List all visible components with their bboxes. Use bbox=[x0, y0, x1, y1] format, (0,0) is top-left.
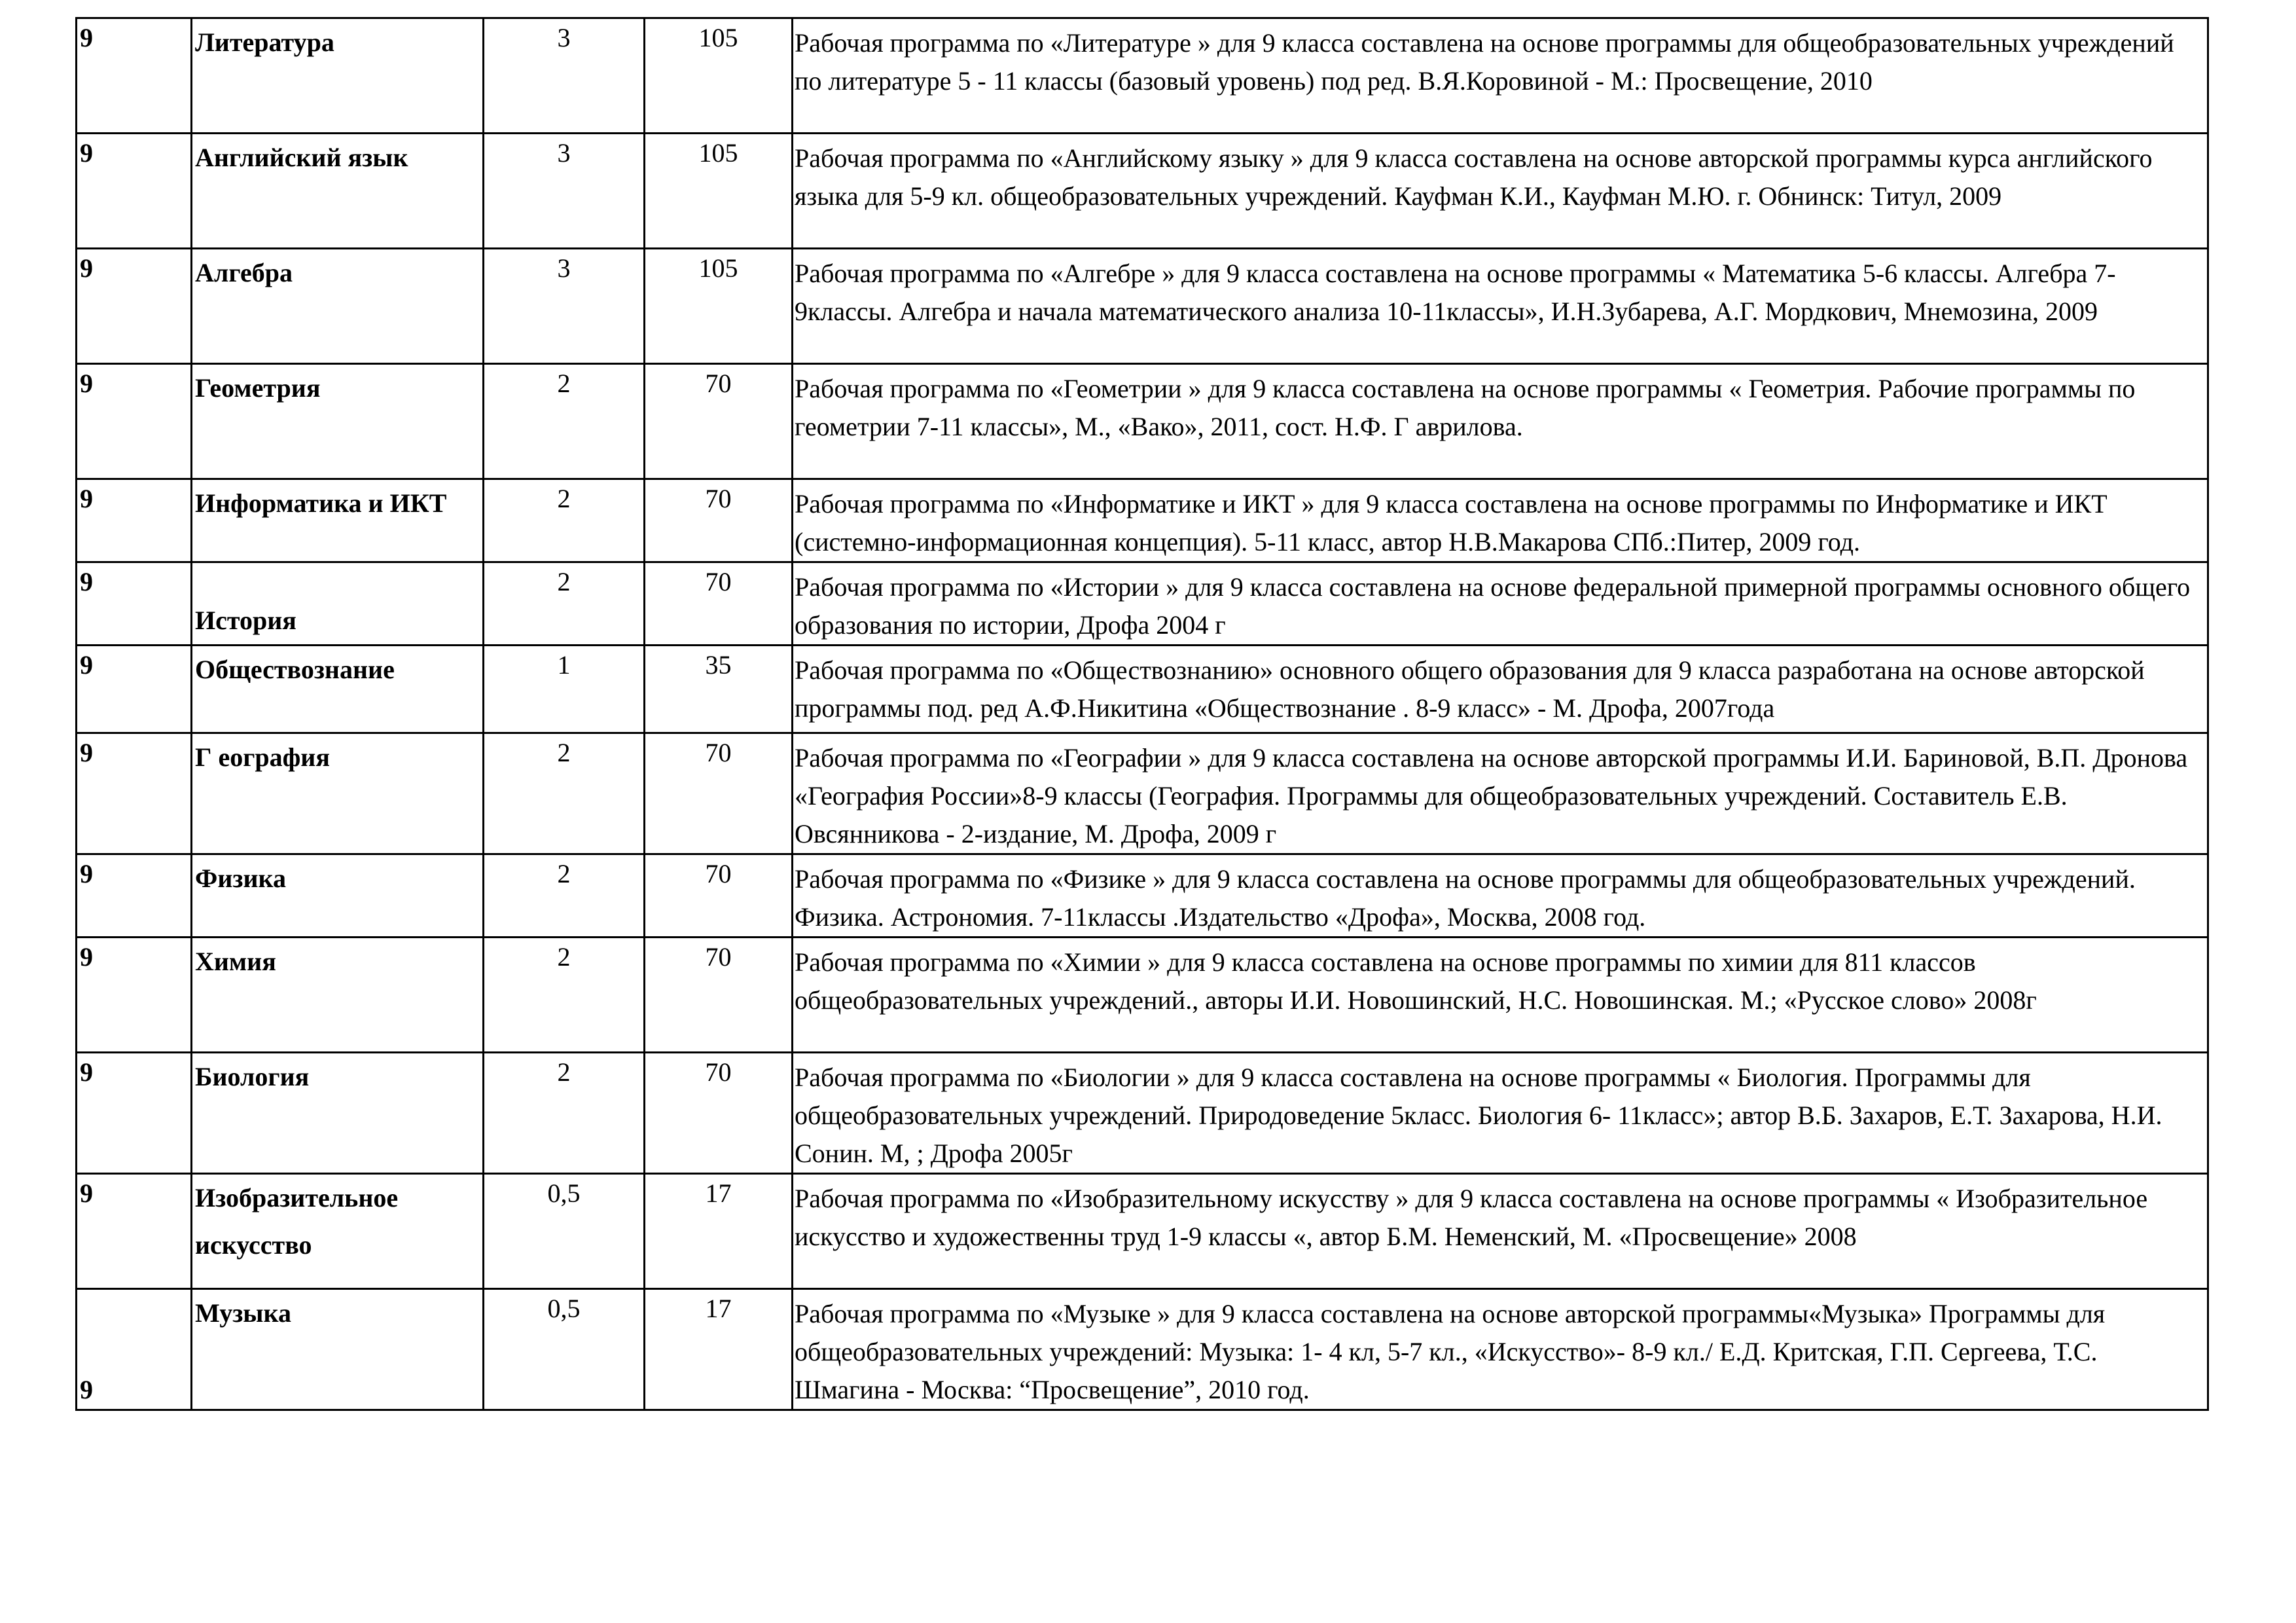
hours-per-week-cell: 3 bbox=[484, 134, 645, 249]
table-row bbox=[77, 938, 2208, 1053]
subject-cell: Г еография bbox=[192, 733, 484, 854]
subject-cell: Геометрия bbox=[192, 364, 484, 479]
program-description-cell: Рабочая программа по «Химии » для 9 класса составлена на основе программы по химии для 811 классов общеобразовательных учреждений., авторы И.И. Новошинский, Н.С. Новошинская. М.; «Русское слово» 2008г bbox=[793, 938, 2208, 1053]
subject-cell: Музыка bbox=[192, 1289, 484, 1410]
curriculum-table bbox=[75, 17, 2209, 1411]
table-row bbox=[77, 249, 2208, 364]
program-description-cell: Рабочая программа по «Биологии » для 9 класса составлена на основе программы « Биология. Программы для общеобразовательных учреждений. Природоведение 5класс. Биология 6- 11класс»; автор В.Б. Захаров, Е.Т. Захарова, Н.И. Сонин. М, ; Дрофа 2005г bbox=[793, 1053, 2208, 1174]
grade-cell: 9 bbox=[77, 646, 192, 733]
subject-cell: Английский язык bbox=[192, 134, 484, 249]
program-description-cell: Рабочая программа по «Обществознанию» основного общего образования для 9 класса разработана на основе авторской программы под. ред А.Ф.Никитина «Обществознание . 8-9 класс» - М. Дрофа, 2007года bbox=[793, 646, 2208, 733]
program-description-cell: Рабочая программа по «Истории » для 9 класса составлена на основе федеральной примерной программы основного общего образования по истории, Дрофа 2004 г bbox=[793, 562, 2208, 646]
table-row bbox=[77, 854, 2208, 938]
table-row bbox=[77, 364, 2208, 479]
subject-cell: Физика bbox=[192, 854, 484, 938]
total-hours-cell: 70 bbox=[645, 479, 793, 562]
table-row bbox=[77, 18, 2208, 134]
hours-per-week-cell: 2 bbox=[484, 854, 645, 938]
program-description-cell: Рабочая программа по «Изобразительному искусству » для 9 класса составлена на основе программы « Изобразительное искусство и художественны труд 1-9 классы «, автор Б.М. Неменский, М. «Просвещение» 2008 bbox=[793, 1174, 2208, 1289]
total-hours-cell: 105 bbox=[645, 134, 793, 249]
grade-cell: 9 bbox=[77, 733, 192, 854]
program-description-cell: Рабочая программа по «Географии » для 9 класса составлена на основе авторской программы И.И. Бариновой, В.П. Дронова «География России»8-9 классы (География. Программы для общеобразовательных учреждений. Составитель Е.В. Овсянникова - 2-издание, М. Дрофа, 2009 г bbox=[793, 733, 2208, 854]
hours-per-week-cell: 2 bbox=[484, 1053, 645, 1174]
grade-cell: 9 bbox=[77, 134, 192, 249]
table-row bbox=[77, 1289, 2208, 1410]
total-hours-cell: 70 bbox=[645, 562, 793, 646]
subject-cell: Изобразительное искусство bbox=[192, 1174, 484, 1289]
subject-label: История bbox=[195, 606, 296, 635]
table-row bbox=[77, 134, 2208, 249]
grade-cell: 9 bbox=[77, 1174, 192, 1289]
total-hours-cell: 17 bbox=[645, 1174, 793, 1289]
hours-per-week-cell: 2 bbox=[484, 364, 645, 479]
hours-per-week-cell: 0,5 bbox=[484, 1174, 645, 1289]
hours-per-week-cell: 1 bbox=[484, 646, 645, 733]
subject-cell: Химия bbox=[192, 938, 484, 1053]
grade-cell: 9 bbox=[77, 1053, 192, 1174]
program-description-cell: Рабочая программа по «Геометрии » для 9 класса составлена на основе программы « Геометрия. Рабочие программы по геометрии 7-11 классы», М., «Вако», 2011, сост. Н.Ф. Г аврилова. bbox=[793, 364, 2208, 479]
program-description-cell: Рабочая программа по «Литературе » для 9 класса составлена на основе программы для общеобразовательных учреждений по литературе 5 - 11 классы (базовый уровень) под ред. В.Я.Коровиной - М.: Просвещение, 2010 bbox=[793, 18, 2208, 134]
table-row bbox=[77, 733, 2208, 854]
subject-cell: Обществознание bbox=[192, 646, 484, 733]
table-row bbox=[77, 479, 2208, 562]
table-row bbox=[77, 562, 2208, 646]
grade-cell: 9 bbox=[77, 938, 192, 1053]
grade-cell: 9 bbox=[77, 562, 192, 646]
total-hours-cell: 105 bbox=[645, 249, 793, 364]
subject-cell: Биология bbox=[192, 1053, 484, 1174]
grade-cell: 9 bbox=[77, 479, 192, 562]
total-hours-cell: 70 bbox=[645, 854, 793, 938]
hours-per-week-cell: 3 bbox=[484, 18, 645, 134]
hours-per-week-cell: 2 bbox=[484, 479, 645, 562]
hours-per-week-cell: 3 bbox=[484, 249, 645, 364]
total-hours-cell: 70 bbox=[645, 1053, 793, 1174]
total-hours-cell: 70 bbox=[645, 364, 793, 479]
grade-cell: 9 bbox=[77, 249, 192, 364]
subject-cell: Информатика и ИКТ bbox=[192, 479, 484, 562]
subject-cell bbox=[192, 562, 484, 646]
program-description-cell: Рабочая программа по «Алгебре » для 9 класса составлена на основе программы « Математика 5-6 классы. Алгебра 7-9классы. Алгебра и начала математического анализа 10-11классы», И.Н.Зубарева, А.Г. Мордкович, Мнемозина, 2009 bbox=[793, 249, 2208, 364]
table-row bbox=[77, 1053, 2208, 1174]
hours-per-week-cell: 2 bbox=[484, 733, 645, 854]
program-description-cell: Рабочая программа по «Информатике и ИКТ » для 9 класса составлена на основе программы по Информатике и ИКТ (системно-информационная концепция). 5-11 класс, автор Н.В.Макарова СПб.:Питер, 2009 год. bbox=[793, 479, 2208, 562]
total-hours-cell: 17 bbox=[645, 1289, 793, 1410]
total-hours-cell: 70 bbox=[645, 733, 793, 854]
table-row bbox=[77, 1174, 2208, 1289]
hours-per-week-cell: 2 bbox=[484, 938, 645, 1053]
hours-per-week-cell: 2 bbox=[484, 562, 645, 646]
subject-cell: Алгебра bbox=[192, 249, 484, 364]
table-row bbox=[77, 646, 2208, 733]
grade-label: 9 bbox=[80, 1375, 93, 1404]
grade-cell bbox=[77, 1289, 192, 1410]
program-description-cell: Рабочая программа по «Музыке » для 9 класса составлена на основе авторской программы«Музыка» Программы для общеобразовательных учреждений: Музыка: 1- 4 кл, 5-7 кл., «Искусство»- 8-9 кл./ Е.Д. Критская, Г.П. Сергеева, Т.С. Шмагина - Москва: “Просвещение”, 2010 год. bbox=[793, 1289, 2208, 1410]
grade-cell: 9 bbox=[77, 18, 192, 134]
hours-per-week-cell: 0,5 bbox=[484, 1289, 645, 1410]
program-description-cell: Рабочая программа по «Физике » для 9 класса составлена на основе программы для общеобразовательных учреждений. Физика. Астрономия. 7-11классы .Издательство «Дрофа», Москва, 2008 год. bbox=[793, 854, 2208, 938]
grade-cell: 9 bbox=[77, 364, 192, 479]
total-hours-cell: 35 bbox=[645, 646, 793, 733]
total-hours-cell: 105 bbox=[645, 18, 793, 134]
program-description-cell: Рабочая программа по «Английскому языку » для 9 класса составлена на основе авторской программы курса английского языка для 5-9 кл. общеобразовательных учреждений. Кауфман К.И., Кауфман М.Ю. г. Обнинск: Титул, 2009 bbox=[793, 134, 2208, 249]
subject-cell: Литература bbox=[192, 18, 484, 134]
total-hours-cell: 70 bbox=[645, 938, 793, 1053]
grade-cell: 9 bbox=[77, 854, 192, 938]
